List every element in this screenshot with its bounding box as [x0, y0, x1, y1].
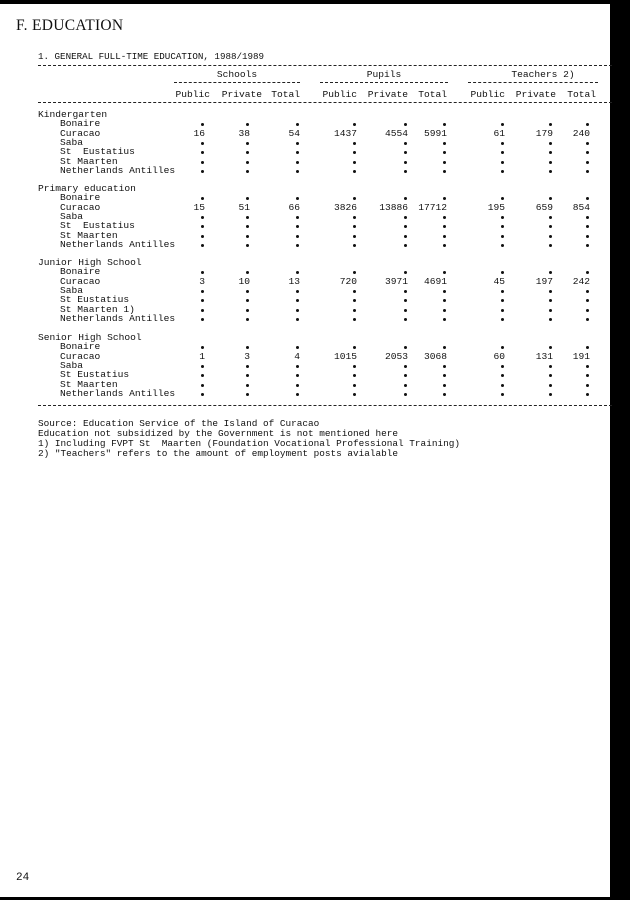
empty-value-dot — [296, 290, 299, 293]
empty-value-dot — [296, 244, 299, 247]
empty-value-dot — [549, 225, 552, 228]
empty-value-dot — [501, 346, 504, 349]
empty-value-dot — [201, 290, 204, 293]
empty-value-dot — [586, 161, 589, 164]
empty-value-dot — [246, 123, 249, 126]
col-teachers-public: Public — [470, 89, 505, 100]
empty-value-dot — [201, 197, 204, 200]
empty-value-dot — [586, 151, 589, 154]
empty-value-dot — [404, 161, 407, 164]
table-cell: 3068 — [423, 350, 447, 362]
table-cell: 197 — [535, 275, 553, 287]
empty-value-dot — [404, 271, 407, 274]
row-label: St Maarten 1) — [60, 303, 135, 315]
empty-value-dot — [353, 225, 356, 228]
empty-value-dot — [201, 365, 204, 368]
empty-value-dot — [296, 309, 299, 312]
empty-value-dot — [296, 235, 299, 238]
empty-value-dot — [201, 123, 204, 126]
empty-value-dot — [586, 271, 589, 274]
empty-value-dot — [404, 290, 407, 293]
empty-value-dot — [201, 225, 204, 228]
col-teachers-private: Private — [515, 89, 556, 100]
table-cell: 4 — [294, 350, 300, 362]
empty-value-dot — [201, 170, 204, 173]
empty-value-dot — [586, 346, 589, 349]
footnote-source: Source: Education Service of the Island of Curacao — [38, 418, 320, 429]
empty-value-dot — [443, 123, 446, 126]
empty-value-dot — [296, 393, 299, 396]
section-heading: Kindergarten — [38, 109, 108, 120]
schools-rule — [174, 82, 300, 83]
empty-value-dot — [246, 290, 249, 293]
table-cell: 54 — [288, 127, 300, 139]
table-cell: 240 — [572, 127, 590, 139]
empty-value-dot — [549, 309, 552, 312]
empty-value-dot — [404, 318, 407, 321]
empty-value-dot — [246, 216, 249, 219]
empty-value-dot — [549, 170, 552, 173]
empty-value-dot — [443, 290, 446, 293]
empty-value-dot — [296, 225, 299, 228]
empty-value-dot — [549, 299, 552, 302]
empty-value-dot — [443, 271, 446, 274]
empty-value-dot — [246, 384, 249, 387]
empty-value-dot — [246, 346, 249, 349]
row-label: Saba — [60, 359, 84, 371]
empty-value-dot — [501, 123, 504, 126]
empty-value-dot — [404, 235, 407, 238]
row-label: St Eustatius — [60, 220, 135, 232]
empty-value-dot — [296, 197, 299, 200]
row-label: St Maarten — [60, 229, 118, 241]
empty-value-dot — [201, 309, 204, 312]
empty-value-dot — [246, 161, 249, 164]
col-pupils-public: Public — [322, 89, 357, 100]
empty-value-dot — [586, 170, 589, 173]
pupils-rule — [320, 82, 448, 83]
empty-value-dot — [501, 170, 504, 173]
empty-value-dot — [549, 271, 552, 274]
empty-value-dot — [443, 309, 446, 312]
empty-value-dot — [246, 299, 249, 302]
row-label: St Maarten — [60, 378, 118, 390]
col-teachers-total: Total — [567, 89, 596, 100]
empty-value-dot — [501, 374, 504, 377]
empty-value-dot — [404, 309, 407, 312]
empty-value-dot — [296, 216, 299, 219]
group-teachers: Teachers 2) — [511, 69, 575, 80]
empty-value-dot — [353, 197, 356, 200]
row-label: Bonaire — [60, 266, 101, 278]
table-cell: 51 — [238, 201, 250, 213]
empty-value-dot — [246, 142, 249, 145]
empty-value-dot — [404, 216, 407, 219]
table-cell: 131 — [535, 350, 553, 362]
table-cell: 242 — [572, 275, 590, 287]
empty-value-dot — [353, 161, 356, 164]
table-cell: 60 — [493, 350, 505, 362]
empty-value-dot — [549, 151, 552, 154]
empty-value-dot — [501, 318, 504, 321]
empty-value-dot — [296, 170, 299, 173]
empty-value-dot — [404, 384, 407, 387]
row-label: Saba — [60, 284, 84, 296]
empty-value-dot — [353, 346, 356, 349]
page-title: F. EDUCATION — [16, 17, 124, 34]
empty-value-dot — [404, 244, 407, 247]
empty-value-dot — [586, 309, 589, 312]
empty-value-dot — [201, 318, 204, 321]
table-cell: 3971 — [384, 275, 408, 287]
empty-value-dot — [404, 123, 407, 126]
empty-value-dot — [443, 346, 446, 349]
empty-value-dot — [201, 393, 204, 396]
empty-value-dot — [201, 151, 204, 154]
table-cell: 2053 — [384, 350, 408, 362]
empty-value-dot — [586, 216, 589, 219]
empty-value-dot — [549, 197, 552, 200]
table-cell: 16 — [193, 127, 205, 139]
row-label: Curacao — [60, 275, 101, 287]
empty-value-dot — [443, 161, 446, 164]
table-cell: 3 — [244, 350, 250, 362]
section-heading: Senior High School — [38, 332, 142, 343]
empty-value-dot — [501, 271, 504, 274]
empty-value-dot — [586, 393, 589, 396]
footnote-2: 2) "Teachers" refers to the amount of employment posts avialable — [38, 448, 399, 459]
empty-value-dot — [549, 123, 552, 126]
table-cell: 38 — [238, 127, 250, 139]
empty-value-dot — [404, 151, 407, 154]
empty-value-dot — [246, 244, 249, 247]
empty-value-dot — [501, 197, 504, 200]
empty-value-dot — [353, 216, 356, 219]
empty-value-dot — [246, 271, 249, 274]
empty-value-dot — [443, 197, 446, 200]
table-cell: 66 — [288, 201, 300, 213]
empty-value-dot — [549, 346, 552, 349]
empty-value-dot — [501, 235, 504, 238]
empty-value-dot — [549, 216, 552, 219]
empty-value-dot — [353, 151, 356, 154]
empty-value-dot — [201, 271, 204, 274]
empty-value-dot — [246, 235, 249, 238]
empty-value-dot — [246, 318, 249, 321]
empty-value-dot — [586, 123, 589, 126]
table-title: 1. GENERAL FULL-TIME EDUCATION, 1988/1989 — [38, 51, 265, 62]
group-schools: Schools — [216, 69, 258, 80]
section-heading: Primary education — [38, 183, 136, 194]
empty-value-dot — [246, 374, 249, 377]
empty-value-dot — [353, 384, 356, 387]
empty-value-dot — [246, 225, 249, 228]
empty-value-dot — [353, 235, 356, 238]
empty-value-dot — [501, 142, 504, 145]
empty-value-dot — [296, 151, 299, 154]
empty-value-dot — [296, 318, 299, 321]
col-pupils-total: Total — [418, 89, 447, 100]
empty-value-dot — [501, 244, 504, 247]
empty-value-dot — [501, 161, 504, 164]
table-cell: 15 — [193, 201, 205, 213]
empty-value-dot — [201, 384, 204, 387]
empty-value-dot — [246, 151, 249, 154]
empty-value-dot — [586, 318, 589, 321]
empty-value-dot — [246, 197, 249, 200]
row-label: Curacao — [60, 127, 101, 139]
empty-value-dot — [404, 142, 407, 145]
col-schools-private: Private — [221, 89, 262, 100]
table-top-rule — [38, 65, 612, 66]
empty-value-dot — [586, 290, 589, 293]
empty-value-dot — [501, 393, 504, 396]
empty-value-dot — [296, 271, 299, 274]
empty-value-dot — [443, 299, 446, 302]
row-label: St Eustatius — [60, 294, 130, 306]
footnote-subsidy: Education not subsidized by the Government is not mentioned here — [38, 428, 399, 439]
empty-value-dot — [201, 235, 204, 238]
empty-value-dot — [549, 290, 552, 293]
table-cell: 191 — [572, 350, 590, 362]
empty-value-dot — [443, 365, 446, 368]
row-label: Bonaire — [60, 118, 101, 130]
empty-value-dot — [501, 384, 504, 387]
col-schools-public: Public — [175, 89, 210, 100]
empty-value-dot — [443, 225, 446, 228]
empty-value-dot — [586, 244, 589, 247]
header-bottom-rule — [38, 102, 612, 103]
empty-value-dot — [201, 374, 204, 377]
empty-value-dot — [353, 142, 356, 145]
empty-value-dot — [586, 384, 589, 387]
empty-value-dot — [353, 318, 356, 321]
row-label: Netherlands Antilles — [60, 164, 176, 176]
table-cell: 61 — [493, 127, 505, 139]
table-cell: 4691 — [423, 275, 447, 287]
empty-value-dot — [353, 309, 356, 312]
teachers-rule — [468, 82, 598, 83]
row-label: Saba — [60, 210, 84, 222]
empty-value-dot — [296, 161, 299, 164]
table-cell: 4554 — [384, 127, 408, 139]
row-label: Bonaire — [60, 341, 101, 353]
col-pupils-private: Private — [367, 89, 408, 100]
empty-value-dot — [443, 374, 446, 377]
empty-value-dot — [443, 151, 446, 154]
empty-value-dot — [201, 216, 204, 219]
empty-value-dot — [201, 161, 204, 164]
table-bottom-rule — [38, 405, 612, 406]
row-label: Netherlands Antilles — [60, 387, 176, 399]
empty-value-dot — [353, 123, 356, 126]
empty-value-dot — [404, 225, 407, 228]
empty-value-dot — [501, 299, 504, 302]
empty-value-dot — [586, 299, 589, 302]
row-label: Saba — [60, 136, 84, 148]
empty-value-dot — [586, 374, 589, 377]
row-label: Curacao — [60, 350, 101, 362]
empty-value-dot — [353, 393, 356, 396]
footnote-1: 1) Including FVPT St Maarten (Foundation Vocational Professional Training) — [38, 438, 460, 449]
row-label: St Maarten — [60, 155, 118, 167]
empty-value-dot — [549, 318, 552, 321]
page-edge-top — [0, 0, 630, 4]
table-cell: 3826 — [333, 201, 357, 213]
empty-value-dot — [246, 170, 249, 173]
empty-value-dot — [586, 225, 589, 228]
empty-value-dot — [443, 235, 446, 238]
empty-value-dot — [353, 271, 356, 274]
empty-value-dot — [443, 393, 446, 396]
empty-value-dot — [586, 142, 589, 145]
col-schools-total: Total — [271, 89, 300, 100]
row-label: Bonaire — [60, 192, 101, 204]
empty-value-dot — [201, 346, 204, 349]
empty-value-dot — [353, 374, 356, 377]
empty-value-dot — [501, 309, 504, 312]
empty-value-dot — [586, 235, 589, 238]
empty-value-dot — [296, 374, 299, 377]
empty-value-dot — [246, 365, 249, 368]
empty-value-dot — [296, 299, 299, 302]
empty-value-dot — [353, 290, 356, 293]
empty-value-dot — [549, 142, 552, 145]
empty-value-dot — [501, 290, 504, 293]
empty-value-dot — [443, 244, 446, 247]
empty-value-dot — [296, 384, 299, 387]
table-cell: 10 — [238, 275, 250, 287]
table-cell: 1437 — [333, 127, 357, 139]
page-number: 24 — [16, 872, 30, 884]
empty-value-dot — [201, 299, 204, 302]
table-cell: 17712 — [418, 201, 447, 213]
empty-value-dot — [201, 142, 204, 145]
empty-value-dot — [501, 225, 504, 228]
empty-value-dot — [549, 374, 552, 377]
empty-value-dot — [404, 374, 407, 377]
table-cell: 13886 — [379, 201, 408, 213]
row-label: St Eustatius — [60, 369, 130, 381]
empty-value-dot — [501, 365, 504, 368]
table-cell: 5991 — [423, 127, 447, 139]
empty-value-dot — [246, 393, 249, 396]
row-label: Netherlands Antilles — [60, 238, 176, 250]
empty-value-dot — [549, 244, 552, 247]
empty-value-dot — [549, 384, 552, 387]
empty-value-dot — [296, 123, 299, 126]
empty-value-dot — [404, 346, 407, 349]
row-label: Netherlands Antilles — [60, 312, 176, 324]
table-cell: 179 — [535, 127, 553, 139]
table-cell: 659 — [535, 201, 553, 213]
empty-value-dot — [353, 244, 356, 247]
page-edge-right — [610, 0, 630, 900]
empty-value-dot — [296, 365, 299, 368]
row-label: St Eustatius — [60, 146, 135, 158]
empty-value-dot — [586, 197, 589, 200]
empty-value-dot — [353, 365, 356, 368]
empty-value-dot — [549, 161, 552, 164]
empty-value-dot — [404, 197, 407, 200]
empty-value-dot — [404, 365, 407, 368]
empty-value-dot — [246, 309, 249, 312]
table-cell: 720 — [339, 275, 357, 287]
row-label: Curacao — [60, 201, 101, 213]
group-pupils: Pupils — [366, 69, 402, 80]
empty-value-dot — [296, 346, 299, 349]
empty-value-dot — [501, 216, 504, 219]
table-cell: 854 — [572, 201, 590, 213]
empty-value-dot — [353, 170, 356, 173]
table-cell: 195 — [487, 201, 505, 213]
empty-value-dot — [586, 365, 589, 368]
empty-value-dot — [404, 170, 407, 173]
section-heading: Junior High School — [38, 257, 142, 268]
table-cell: 3 — [199, 275, 205, 287]
table-cell: 13 — [288, 275, 300, 287]
empty-value-dot — [353, 299, 356, 302]
empty-value-dot — [549, 393, 552, 396]
empty-value-dot — [549, 365, 552, 368]
empty-value-dot — [443, 384, 446, 387]
empty-value-dot — [443, 318, 446, 321]
empty-value-dot — [443, 170, 446, 173]
empty-value-dot — [404, 299, 407, 302]
empty-value-dot — [404, 393, 407, 396]
empty-value-dot — [549, 235, 552, 238]
empty-value-dot — [501, 151, 504, 154]
table-cell: 1015 — [333, 350, 357, 362]
empty-value-dot — [443, 142, 446, 145]
empty-value-dot — [296, 142, 299, 145]
empty-value-dot — [443, 216, 446, 219]
table-cell: 45 — [493, 275, 505, 287]
table-cell: 1 — [199, 350, 205, 362]
empty-value-dot — [201, 244, 204, 247]
